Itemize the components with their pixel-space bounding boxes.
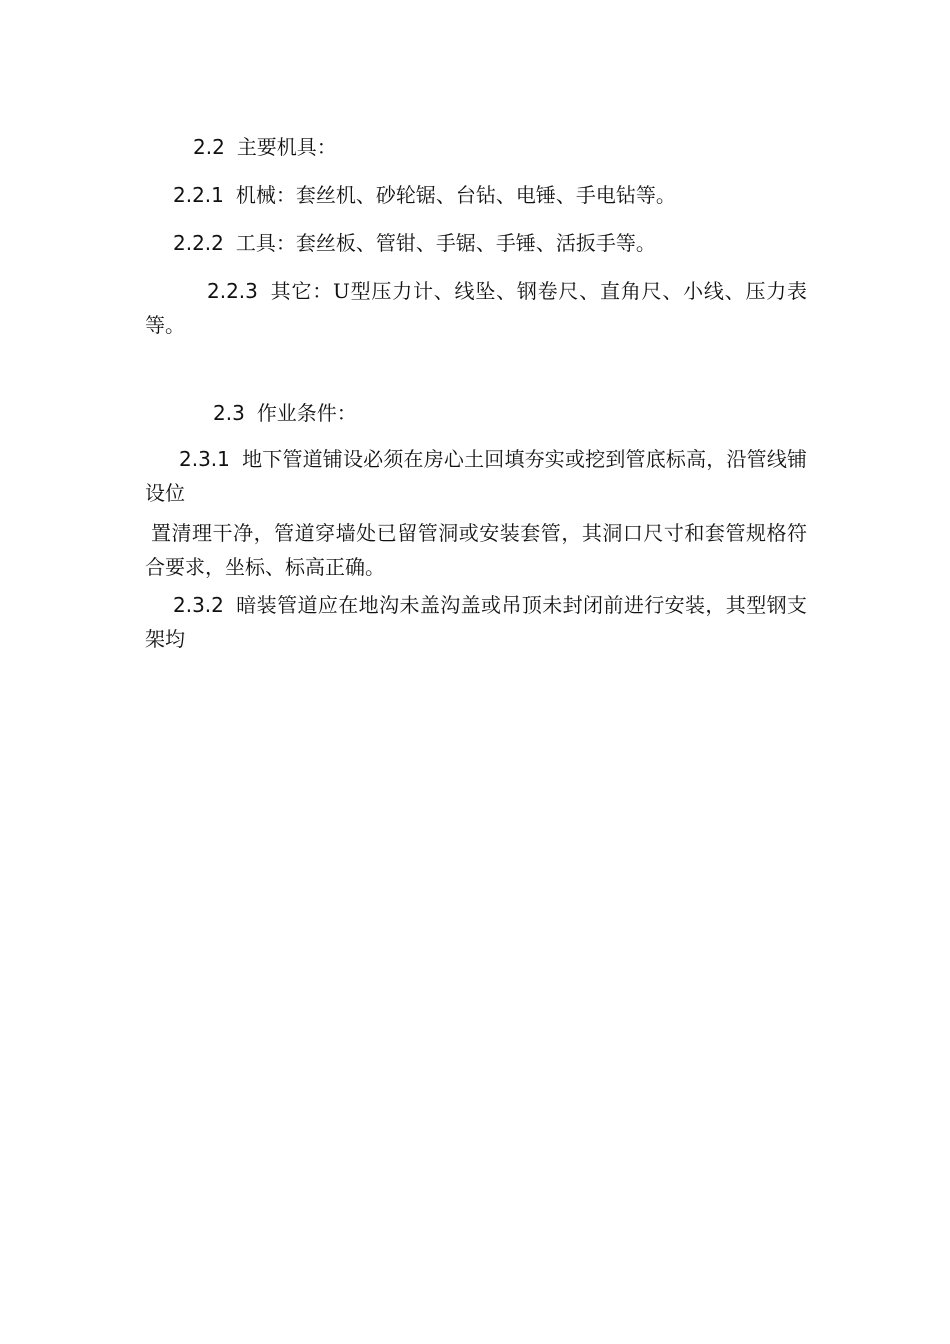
item-2-2-3 — [145, 274, 807, 342]
section-heading-2-2 — [145, 130, 807, 164]
section-title: 作业条件： — [256, 401, 357, 425]
section-title: 主要机具： — [236, 135, 337, 159]
section-heading-2-3 — [145, 396, 807, 430]
item-number: 2.2.1 — [173, 183, 224, 207]
item-number: 2.3.1 — [179, 447, 230, 471]
item-text: 暗装管道应在地沟未盖沟盖或吊顶未封闭前进行安装，其型钢支架均 — [145, 593, 807, 651]
item-2-3-1 — [145, 442, 807, 510]
item-text: 机械：套丝机、砂轮锯、台钻、电锤、手电钻等。 — [235, 183, 676, 207]
section-number: 2.3 — [213, 401, 245, 425]
item-2-2-1 — [145, 178, 807, 212]
item-2-3-2 — [145, 588, 807, 656]
item-number: 2.2.2 — [173, 231, 224, 255]
item-number: 2.2.3 — [207, 279, 258, 303]
section-number: 2.2 — [193, 135, 225, 159]
item-text: 其它：U型压力计、线坠、钢卷尺、直角尺、小线、压力表等。 — [145, 279, 807, 337]
item-2-2-2 — [145, 226, 807, 260]
item-text: 置清理干净，管道穿墙处已留管洞或安装套管，其洞口尺寸和套管规格符合要求，坐标、标高正确。 — [145, 521, 807, 579]
item-number: 2.3.2 — [173, 593, 224, 617]
item-2-3-1-continuation — [145, 516, 807, 584]
item-text: 地下管道铺设必须在房心土回填夯实或挖到管底标高，沿管线铺设位 — [145, 447, 807, 505]
document-body — [145, 130, 807, 656]
item-text: 工具：套丝板、管钳、手锯、手锤、活扳手等。 — [235, 231, 656, 255]
